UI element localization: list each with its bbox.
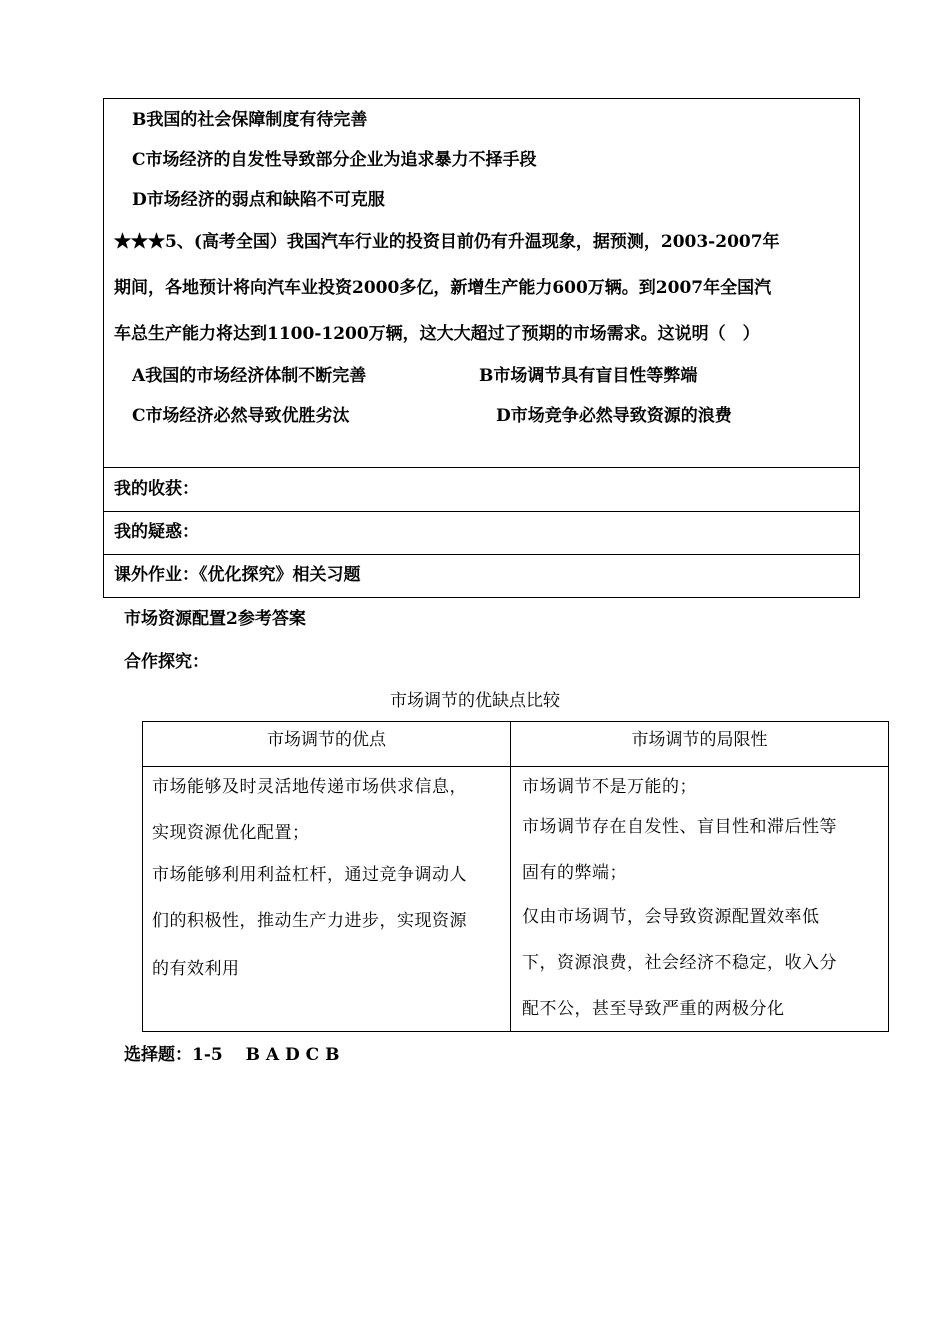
section-heading: 合作探究： <box>124 652 209 672</box>
advantage-line: 的有效利用 <box>152 959 240 979</box>
limitation-line: 仅由市场调节，会导致资源配置效率低 <box>522 907 820 927</box>
advantage-line: 市场能够利用利益杠杆，通过竞争调动人 <box>152 865 467 885</box>
limitation-line: 市场调节存在自发性、盲目性和滞后性等 <box>522 817 837 837</box>
choice-answers: 选择题：1-5 B A D C B <box>124 1045 340 1065</box>
doubts-label: 我的疑惑： <box>114 522 199 542</box>
homework-label: 课外作业：《优化探究》相关习题 <box>114 565 361 585</box>
advantage-line: 们的积极性，推动生产力进步，实现资源 <box>152 911 467 931</box>
question-5-line-3: 车总生产能力将达到1100-1200万辆，这大大超过了预期的市场需求。这说明（ ） <box>114 324 760 344</box>
q5-option-d: D市场竞争必然导致资源的浪费 <box>496 406 732 426</box>
row-divider <box>104 511 859 512</box>
header-divider <box>143 766 888 767</box>
option-c-prev: C市场经济的自发性导致部分企业为追求暴力不择手段 <box>132 150 537 170</box>
question-5-line-2: 期间，各地预计将向汽车业投资2000多亿，新增生产能力600万辆。到2007年全国汽 <box>114 278 772 298</box>
advantage-line: 实现资源优化配置； <box>152 823 310 843</box>
q5-option-c: C市场经济必然导致优胜劣汰 <box>132 406 350 426</box>
q5-option-b: B市场调节具有盲目性等弊端 <box>479 366 698 386</box>
question-5-line-1: ★★★5、(高考全国）我国汽车行业的投资目前仍有升温现象，据预测，2003-2007年 <box>114 232 780 252</box>
column-header-limitations: 市场调节的局限性 <box>631 730 768 750</box>
q5-option-a: A我国的市场经济体制不断完善 <box>132 366 367 386</box>
limitation-line: 配不公，甚至导致严重的两极分化 <box>522 999 785 1019</box>
option-d-prev: D市场经济的弱点和缺陷不可克服 <box>132 190 385 210</box>
limitation-line: 下，资源浪费，社会经济不稳定，收入分 <box>522 953 837 973</box>
answers-title: 市场资源配置2参考答案 <box>124 609 306 629</box>
limitation-line: 市场调节不是万能的； <box>522 777 697 797</box>
row-divider <box>104 554 859 555</box>
column-divider <box>510 722 511 1031</box>
limitation-line: 固有的弊端； <box>522 863 627 883</box>
harvest-label: 我的收获： <box>114 479 199 499</box>
row-divider <box>104 467 859 468</box>
option-b-prev: B我国的社会保障制度有待完善 <box>132 110 368 130</box>
table-caption: 市场调节的优缺点比较 <box>390 691 560 711</box>
comparison-table <box>142 721 889 1032</box>
advantage-line: 市场能够及时灵活地传递市场供求信息， <box>152 777 467 797</box>
column-header-advantages: 市场调节的优点 <box>267 730 386 750</box>
worksheet-table <box>103 98 860 598</box>
